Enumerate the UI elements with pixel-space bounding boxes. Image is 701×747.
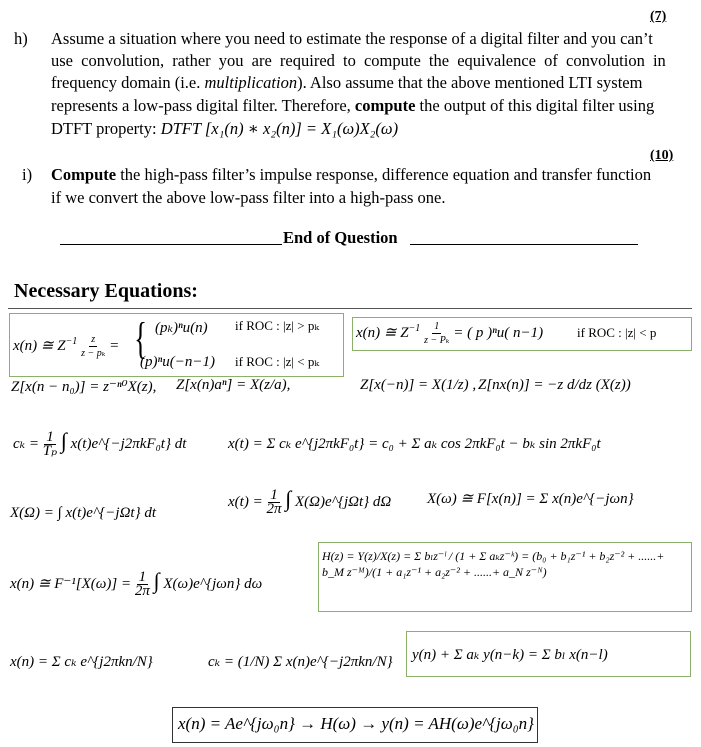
heading-rule: [8, 308, 692, 309]
system-response: x(n) = Ae^{jω₀n} → H(ω) → y(n) = AH(ω)e^{jω₀n}: [178, 714, 534, 733]
ft-inverse: x(t) = $\frac{1}{2\pi}$ ∫ X(Ω)e^{jΩt} dΩ: [228, 486, 392, 518]
equations-heading: Necessary Equations:: [14, 280, 198, 302]
end-rule-left: [60, 244, 282, 245]
end-of-question: End of Question: [283, 228, 398, 247]
z-diff-property: Z[nx(n)] = −z d/dz (X(z)): [478, 377, 631, 393]
fs-series: x(t) = Σ cₖ e^{j2πkF₀t} = c₀ + Σ aₖ cos 2πkF₀t − bₖ sin 2πkF₀t: [228, 436, 601, 452]
inverse-z-1-roc2: if ROC : |z| < pₖ: [235, 354, 320, 369]
inverse-z-1-left: x(n) ≅ $Z^{-1}$ $\frac{z}{\text{z − pₖ}}$ =: [13, 334, 120, 359]
question-h-line2: use convolution, rather you are required to compute the equivalence of convolution in: [51, 51, 666, 70]
end-rule-right: [410, 244, 638, 245]
question-h-label: h): [14, 29, 28, 48]
marks-h: (7): [650, 9, 667, 24]
dfs-synthesis: x(n) = Σ cₖ e^{j2πkn/N}: [10, 654, 153, 670]
inverse-z-2: x(n) ≅ $Z^{-1}$ $\frac{1}{\text{z − Pₖ}}$ = ( p )ⁿu( n−1): [356, 321, 544, 346]
marks-i: (10): [650, 148, 674, 163]
question-i-line2: if we convert the above low-pass filter into a high-pass one.: [51, 188, 446, 207]
difference-equation: y(n) + Σ aₖ y(n−k) = Σ bₗ x(n−l): [412, 647, 608, 663]
dfs-analysis: cₖ = (1/N) Σ x(n)e^{−j2πkn/N}: [208, 654, 393, 670]
inverse-z-1-case2: (p)ⁿu(−n−1): [140, 354, 215, 370]
inverse-z-1-case1: (pₖ)ⁿu(n): [155, 320, 208, 336]
brace-icon: {: [134, 314, 147, 363]
inverse-z-1-roc1: if ROC : |z| > pₖ: [235, 318, 320, 333]
transfer-function: H(z) = Y(z)/X(z) = Σ bₗz⁻ˡ / (1 + Σ aₖz⁻ᵏ) = (b₀ + b₁z⁻¹ + b₂z⁻² + ......+ b_M z⁻ᴹ)/(1 + a₁z⁻¹ + a₂z⁻² + ......+ a_N z⁻ᴺ): [322, 549, 665, 579]
question-i-label: i): [22, 165, 33, 184]
question-h-line5: DTFT property: DTFT [x₁(n) ∗ x₂(n)] = X₁(ω)X₂(ω): [51, 119, 399, 138]
inverse-z-2-roc: if ROC : |z| < p: [577, 325, 657, 340]
z-reversal-property: Z[x(−n)] = X(1/z) ,: [360, 377, 477, 393]
question-h-line1: Assume a situation where you need to estimate the response of a digital filter and you can’t: [51, 29, 653, 48]
ft-forward: X(Ω) = ∫ x(t)e^{−jΩt} dt: [10, 505, 157, 521]
fs-coefficient: cₖ = $\frac{1}{\text{Tₚ}}$ ∫ x(t)e^{−j2πkF₀t} dt: [13, 428, 187, 460]
dtft-forward: X(ω) ≅ F[x(n)] = Σ x(n)e^{−jωn}: [427, 491, 634, 507]
z-shift-property: Z[x(n − n₀)] = z⁻ⁿ⁰X(z),: [11, 379, 157, 395]
question-h-line4: represents a low-pass digital filter. Therefore, compute the output of this digital filter using: [51, 96, 655, 115]
z-scale-property: Z[x(n)aⁿ] = X(z/a),: [176, 377, 291, 393]
question-h-line3: frequency domain (i.e. multiplication). Also assume that the above mentioned LTI system: [51, 73, 643, 92]
question-i-line1: Compute the high-pass filter’s impulse response, difference equation and transfer function: [51, 165, 652, 184]
dtft-inverse: x(n) ≅ F⁻¹[X(ω)] = $\frac{1}{2\pi}$ ∫ X(ω)e^{jωn} dω: [10, 568, 263, 600]
